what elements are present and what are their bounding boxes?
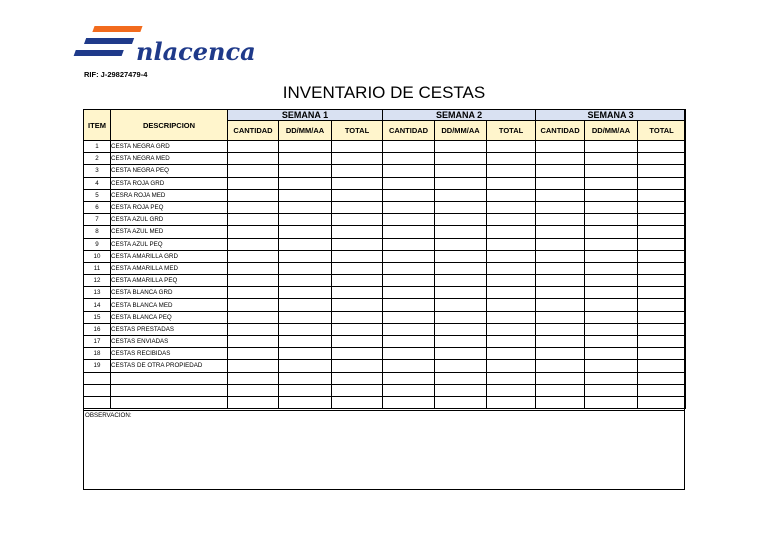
header-week-2: SEMANA 2 — [383, 110, 536, 121]
item-description: CESTA AMARILLA PEQ — [111, 275, 228, 287]
item-number: 16 — [84, 323, 111, 335]
total-cell[interactable] — [638, 384, 686, 396]
total-cell[interactable] — [638, 311, 686, 323]
quantity-cell[interactable] — [228, 275, 279, 287]
quantity-cell[interactable] — [383, 372, 435, 384]
header-total: TOTAL — [487, 121, 536, 141]
logo-text: nlacenca — [136, 37, 256, 66]
item-number: 9 — [84, 238, 111, 250]
date-cell[interactable] — [279, 201, 332, 213]
date-cell[interactable] — [585, 360, 638, 372]
quantity-cell[interactable] — [536, 262, 585, 274]
date-cell[interactable] — [435, 250, 487, 262]
item-description — [111, 384, 228, 396]
date-cell[interactable] — [279, 153, 332, 165]
quantity-cell[interactable] — [228, 141, 279, 153]
date-cell[interactable] — [279, 214, 332, 226]
quantity-cell[interactable] — [536, 275, 585, 287]
quantity-cell[interactable] — [383, 262, 435, 274]
table-row — [84, 275, 686, 287]
item-description: CESTAS RECIBIDAS — [111, 348, 228, 360]
total-cell[interactable] — [638, 336, 686, 348]
total-cell[interactable] — [638, 287, 686, 299]
total-cell[interactable] — [332, 177, 383, 189]
item-description: CESTA AZUL PEQ — [111, 238, 228, 250]
logo-stripe-blue-2 — [74, 50, 124, 56]
quantity-cell[interactable] — [383, 250, 435, 262]
item-number: 17 — [84, 336, 111, 348]
quantity-cell[interactable] — [228, 262, 279, 274]
total-cell[interactable] — [332, 396, 383, 408]
total-cell[interactable] — [332, 348, 383, 360]
item-number: 12 — [84, 275, 111, 287]
date-cell[interactable] — [279, 287, 332, 299]
quantity-cell[interactable] — [383, 214, 435, 226]
table-row — [84, 250, 686, 262]
total-cell[interactable] — [487, 165, 536, 177]
total-cell[interactable] — [638, 275, 686, 287]
total-cell[interactable] — [487, 238, 536, 250]
total-cell[interactable] — [332, 189, 383, 201]
quantity-cell[interactable] — [536, 372, 585, 384]
item-number: 8 — [84, 226, 111, 238]
date-cell[interactable] — [279, 141, 332, 153]
table-row — [84, 372, 686, 384]
quantity-cell[interactable] — [536, 396, 585, 408]
quantity-cell[interactable] — [228, 384, 279, 396]
date-cell[interactable] — [279, 189, 332, 201]
table-row — [84, 384, 686, 396]
quantity-cell[interactable] — [383, 226, 435, 238]
total-cell[interactable] — [487, 299, 536, 311]
total-cell[interactable] — [332, 323, 383, 335]
item-number: 11 — [84, 262, 111, 274]
table-row — [84, 299, 686, 311]
date-cell[interactable] — [435, 214, 487, 226]
date-cell[interactable] — [585, 396, 638, 408]
quantity-cell[interactable] — [536, 189, 585, 201]
date-cell[interactable] — [585, 287, 638, 299]
item-description: CESTA BLANCA GRD — [111, 287, 228, 299]
quantity-cell[interactable] — [536, 226, 585, 238]
table-row — [84, 201, 686, 213]
date-cell[interactable] — [279, 336, 332, 348]
quantity-cell[interactable] — [228, 360, 279, 372]
header-week-3: SEMANA 3 — [536, 110, 686, 121]
date-cell[interactable] — [435, 372, 487, 384]
table-row — [84, 177, 686, 189]
quantity-cell[interactable] — [228, 311, 279, 323]
date-cell[interactable] — [435, 141, 487, 153]
date-cell[interactable] — [435, 189, 487, 201]
total-cell[interactable] — [487, 214, 536, 226]
total-cell[interactable] — [487, 323, 536, 335]
header-total: TOTAL — [332, 121, 383, 141]
header-week-1: SEMANA 1 — [228, 110, 383, 121]
date-cell[interactable] — [585, 226, 638, 238]
quantity-cell[interactable] — [383, 238, 435, 250]
date-cell[interactable] — [585, 299, 638, 311]
total-cell[interactable] — [332, 153, 383, 165]
date-cell[interactable] — [279, 348, 332, 360]
total-cell[interactable] — [638, 372, 686, 384]
total-cell[interactable] — [332, 262, 383, 274]
total-cell[interactable] — [638, 250, 686, 262]
item-description — [111, 396, 228, 408]
total-cell[interactable] — [487, 189, 536, 201]
table-row — [84, 189, 686, 201]
date-cell[interactable] — [279, 250, 332, 262]
item-number: 5 — [84, 189, 111, 201]
total-cell[interactable] — [332, 299, 383, 311]
date-cell[interactable] — [435, 360, 487, 372]
quantity-cell[interactable] — [383, 177, 435, 189]
total-cell[interactable] — [487, 275, 536, 287]
total-cell[interactable] — [638, 141, 686, 153]
item-number: 3 — [84, 165, 111, 177]
table-row — [84, 214, 686, 226]
total-cell[interactable] — [638, 348, 686, 360]
item-description — [111, 372, 228, 384]
quantity-cell[interactable] — [228, 201, 279, 213]
date-cell[interactable] — [279, 360, 332, 372]
date-cell[interactable] — [585, 275, 638, 287]
inventory-table — [83, 109, 686, 409]
date-cell[interactable] — [435, 336, 487, 348]
total-cell[interactable] — [332, 336, 383, 348]
observations-label: OBSERVACION: — [85, 412, 132, 419]
quantity-cell[interactable] — [383, 299, 435, 311]
total-cell[interactable] — [332, 287, 383, 299]
item-description: CESTAS PRESTADAS — [111, 323, 228, 335]
quantity-cell[interactable] — [383, 384, 435, 396]
item-description: CESTA AZUL MED — [111, 226, 228, 238]
header-date: DD/MM/AA — [435, 121, 487, 141]
quantity-cell[interactable] — [383, 275, 435, 287]
total-cell[interactable] — [487, 250, 536, 262]
date-cell[interactable] — [279, 323, 332, 335]
logo-stripe-blue — [84, 38, 134, 44]
table-row — [84, 262, 686, 274]
header-quantity: CANTIDAD — [536, 121, 585, 141]
quantity-cell[interactable] — [383, 323, 435, 335]
date-cell[interactable] — [279, 372, 332, 384]
item-description: CESTA AZUL GRD — [111, 214, 228, 226]
date-cell[interactable] — [435, 287, 487, 299]
total-cell[interactable] — [638, 214, 686, 226]
quantity-cell[interactable] — [383, 141, 435, 153]
total-cell[interactable] — [638, 323, 686, 335]
quantity-cell[interactable] — [536, 250, 585, 262]
item-number: 7 — [84, 214, 111, 226]
item-description: CESTA NEGRA PEQ — [111, 165, 228, 177]
item-description: CESTA AMARILLA GRD — [111, 250, 228, 262]
quantity-cell[interactable] — [536, 238, 585, 250]
rif-number: RIF: J-29827479-4 — [84, 70, 148, 79]
quantity-cell[interactable] — [228, 214, 279, 226]
date-cell[interactable] — [435, 201, 487, 213]
quantity-cell[interactable] — [536, 165, 585, 177]
total-cell[interactable] — [638, 153, 686, 165]
date-cell[interactable] — [585, 177, 638, 189]
date-cell[interactable] — [279, 384, 332, 396]
total-cell[interactable] — [487, 153, 536, 165]
item-description: CESTA ROJA PEQ — [111, 201, 228, 213]
header-date: DD/MM/AA — [585, 121, 638, 141]
item-number: 10 — [84, 250, 111, 262]
total-cell[interactable] — [487, 348, 536, 360]
total-cell[interactable] — [332, 384, 383, 396]
date-cell[interactable] — [435, 177, 487, 189]
total-cell[interactable] — [638, 396, 686, 408]
quantity-cell[interactable] — [536, 299, 585, 311]
quantity-cell[interactable] — [228, 287, 279, 299]
date-cell[interactable] — [585, 262, 638, 274]
header-date: DD/MM/AA — [279, 121, 332, 141]
total-cell[interactable] — [638, 238, 686, 250]
table-row — [84, 360, 686, 372]
quantity-cell[interactable] — [536, 287, 585, 299]
item-description: CESTA NEGRA MED — [111, 153, 228, 165]
quantity-cell[interactable] — [228, 372, 279, 384]
item-description: CESTA AMARILLA MED — [111, 262, 228, 274]
item-number — [84, 384, 111, 396]
item-description: CESTA ROJA GRD — [111, 177, 228, 189]
date-cell[interactable] — [435, 262, 487, 274]
total-cell[interactable] — [332, 201, 383, 213]
header-description: DESCRIPCION — [111, 110, 228, 141]
logo-stripe-orange — [92, 26, 142, 32]
total-cell[interactable] — [332, 275, 383, 287]
date-cell[interactable] — [435, 238, 487, 250]
date-cell[interactable] — [435, 396, 487, 408]
observations-box[interactable] — [84, 410, 684, 489]
date-cell[interactable] — [435, 275, 487, 287]
quantity-cell[interactable] — [228, 189, 279, 201]
total-cell[interactable] — [487, 396, 536, 408]
quantity-cell[interactable] — [536, 348, 585, 360]
date-cell[interactable] — [435, 311, 487, 323]
quantity-cell[interactable] — [228, 323, 279, 335]
total-cell[interactable] — [638, 177, 686, 189]
item-description: CESTA NEGRA GRD — [111, 141, 228, 153]
date-cell[interactable] — [279, 177, 332, 189]
total-cell[interactable] — [487, 360, 536, 372]
table-row — [84, 238, 686, 250]
quantity-cell[interactable] — [383, 165, 435, 177]
quantity-cell[interactable] — [383, 396, 435, 408]
item-description: CESTA BLANCA PEQ — [111, 311, 228, 323]
total-cell[interactable] — [332, 238, 383, 250]
quantity-cell[interactable] — [383, 189, 435, 201]
total-cell[interactable] — [487, 141, 536, 153]
quantity-cell[interactable] — [536, 384, 585, 396]
table-row — [84, 311, 686, 323]
item-description: CESTAS ENVIADAS — [111, 336, 228, 348]
total-cell[interactable] — [332, 250, 383, 262]
date-cell[interactable] — [435, 384, 487, 396]
total-cell[interactable] — [487, 384, 536, 396]
date-cell[interactable] — [435, 348, 487, 360]
date-cell[interactable] — [279, 275, 332, 287]
quantity-cell[interactable] — [536, 311, 585, 323]
total-cell[interactable] — [487, 262, 536, 274]
item-description: CESRA ROJA MED — [111, 189, 228, 201]
date-cell[interactable] — [585, 336, 638, 348]
date-cell[interactable] — [279, 311, 332, 323]
date-cell[interactable] — [435, 165, 487, 177]
total-cell[interactable] — [332, 360, 383, 372]
quantity-cell[interactable] — [383, 201, 435, 213]
quantity-cell[interactable] — [536, 214, 585, 226]
date-cell[interactable] — [585, 238, 638, 250]
item-number — [84, 396, 111, 408]
total-cell[interactable] — [638, 262, 686, 274]
date-cell[interactable] — [585, 348, 638, 360]
table-row — [84, 336, 686, 348]
header-total: TOTAL — [638, 121, 686, 141]
total-cell[interactable] — [487, 201, 536, 213]
item-description: CESTAS DE OTRA PROPIEDAD — [111, 360, 228, 372]
item-number: 1 — [84, 141, 111, 153]
date-cell[interactable] — [585, 153, 638, 165]
total-cell[interactable] — [332, 372, 383, 384]
item-number: 4 — [84, 177, 111, 189]
total-cell[interactable] — [638, 189, 686, 201]
date-cell[interactable] — [585, 189, 638, 201]
date-cell[interactable] — [279, 238, 332, 250]
quantity-cell[interactable] — [383, 360, 435, 372]
total-cell[interactable] — [638, 201, 686, 213]
quantity-cell[interactable] — [228, 226, 279, 238]
quantity-cell[interactable] — [228, 153, 279, 165]
table-row — [84, 287, 686, 299]
header-quantity: CANTIDAD — [383, 121, 435, 141]
date-cell[interactable] — [585, 372, 638, 384]
quantity-cell[interactable] — [383, 348, 435, 360]
table-row — [84, 323, 686, 335]
date-cell[interactable] — [279, 226, 332, 238]
header-item: ITEM — [84, 110, 111, 141]
quantity-cell[interactable] — [228, 396, 279, 408]
total-cell[interactable] — [487, 177, 536, 189]
date-cell[interactable] — [585, 214, 638, 226]
date-cell[interactable] — [585, 311, 638, 323]
date-cell[interactable] — [585, 384, 638, 396]
quantity-cell[interactable] — [536, 323, 585, 335]
total-cell[interactable] — [332, 141, 383, 153]
item-number — [84, 372, 111, 384]
total-cell[interactable] — [638, 226, 686, 238]
quantity-cell[interactable] — [536, 177, 585, 189]
quantity-cell[interactable] — [536, 201, 585, 213]
quantity-cell[interactable] — [228, 348, 279, 360]
quantity-cell[interactable] — [383, 287, 435, 299]
table-row — [84, 153, 686, 165]
total-cell[interactable] — [487, 336, 536, 348]
table-row — [84, 141, 686, 153]
date-cell[interactable] — [585, 323, 638, 335]
table-row — [84, 226, 686, 238]
quantity-cell[interactable] — [536, 141, 585, 153]
table-row — [84, 348, 686, 360]
total-cell[interactable] — [332, 214, 383, 226]
item-number: 15 — [84, 311, 111, 323]
date-cell[interactable] — [279, 299, 332, 311]
page-title: INVENTARIO DE CESTAS — [282, 83, 486, 102]
table-row — [84, 165, 686, 177]
quantity-cell[interactable] — [228, 238, 279, 250]
total-cell[interactable] — [332, 226, 383, 238]
quantity-cell[interactable] — [383, 336, 435, 348]
item-number: 19 — [84, 360, 111, 372]
item-number: 13 — [84, 287, 111, 299]
quantity-cell[interactable] — [228, 250, 279, 262]
item-number: 18 — [84, 348, 111, 360]
total-cell[interactable] — [487, 311, 536, 323]
item-number: 6 — [84, 201, 111, 213]
total-cell[interactable] — [487, 287, 536, 299]
quantity-cell[interactable] — [383, 153, 435, 165]
date-cell[interactable] — [585, 165, 638, 177]
quantity-cell[interactable] — [228, 165, 279, 177]
quantity-cell[interactable] — [228, 336, 279, 348]
date-cell[interactable] — [435, 299, 487, 311]
date-cell[interactable] — [585, 250, 638, 262]
total-cell[interactable] — [638, 360, 686, 372]
date-cell[interactable] — [585, 141, 638, 153]
total-cell[interactable] — [487, 372, 536, 384]
quantity-cell[interactable] — [228, 299, 279, 311]
date-cell[interactable] — [435, 226, 487, 238]
date-cell[interactable] — [585, 201, 638, 213]
item-number: 2 — [84, 153, 111, 165]
total-cell[interactable] — [487, 226, 536, 238]
quantity-cell[interactable] — [536, 360, 585, 372]
date-cell[interactable] — [279, 396, 332, 408]
date-cell[interactable] — [435, 323, 487, 335]
date-cell[interactable] — [435, 153, 487, 165]
total-cell[interactable] — [332, 311, 383, 323]
table-row — [84, 396, 686, 408]
total-cell[interactable] — [332, 165, 383, 177]
quantity-cell[interactable] — [536, 153, 585, 165]
item-number: 14 — [84, 299, 111, 311]
date-cell[interactable] — [279, 262, 332, 274]
header-quantity: CANTIDAD — [228, 121, 279, 141]
company-logo — [86, 22, 256, 68]
quantity-cell[interactable] — [228, 177, 279, 189]
total-cell[interactable] — [638, 299, 686, 311]
date-cell[interactable] — [279, 165, 332, 177]
item-description: CESTA BLANCA MED — [111, 299, 228, 311]
total-cell[interactable] — [638, 165, 686, 177]
quantity-cell[interactable] — [383, 311, 435, 323]
quantity-cell[interactable] — [536, 336, 585, 348]
